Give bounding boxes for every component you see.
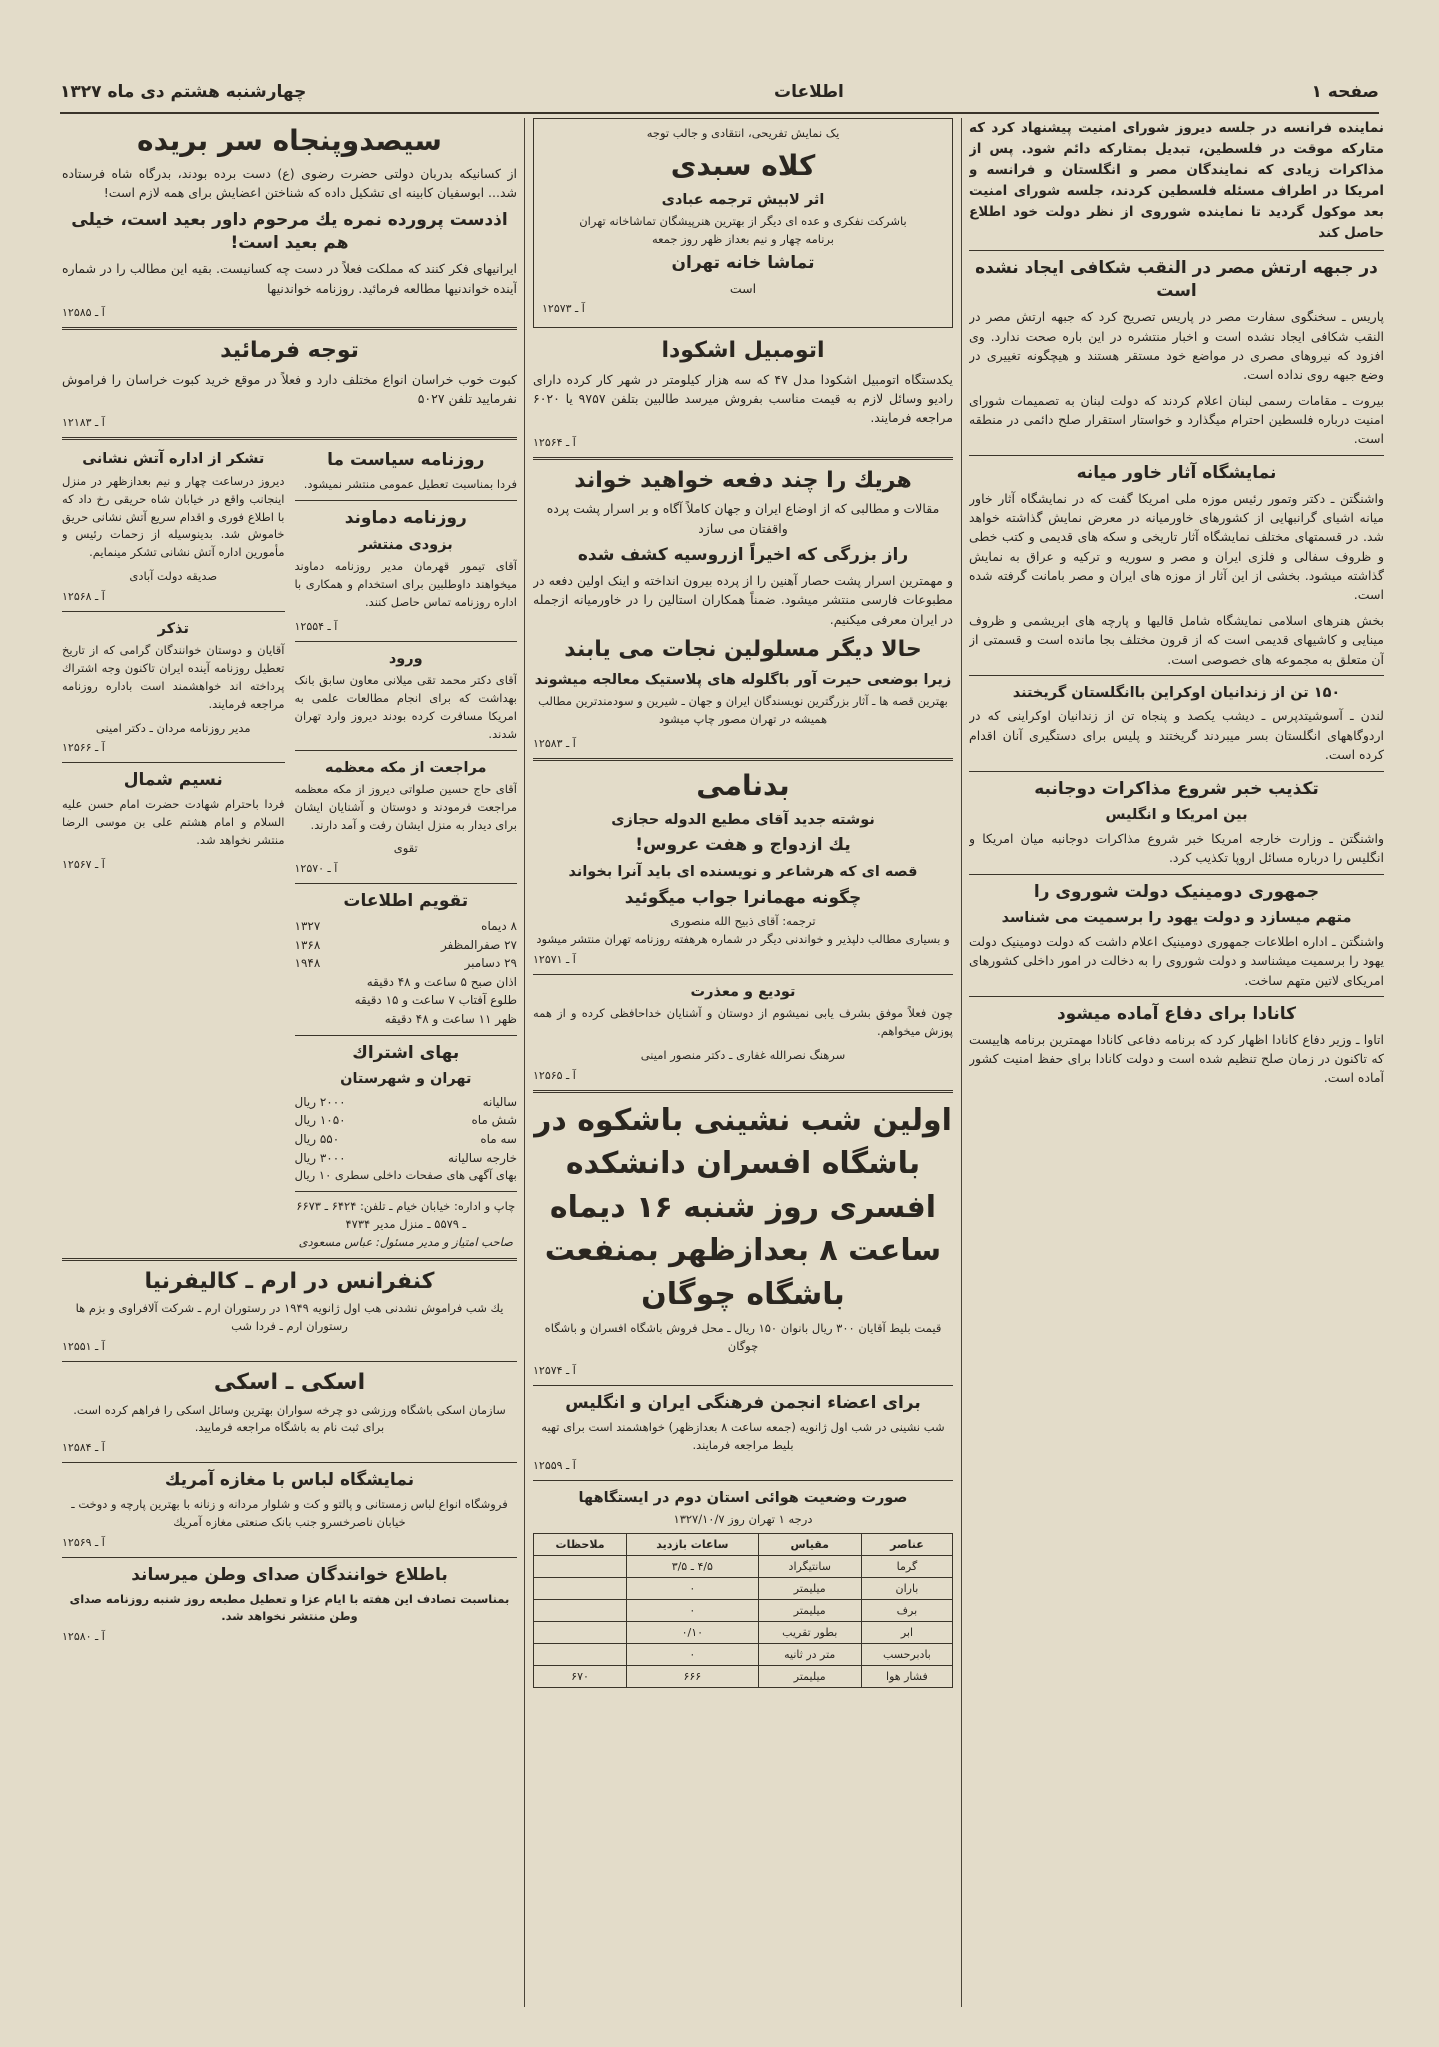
weather-cell: ۰/۱۰ [627, 1622, 759, 1644]
subscription-title: بهای اشتراك [352, 1042, 460, 1063]
weather-table [533, 1533, 953, 1688]
lead-paragraph: نماینده فرانسه در جلسه دیروز شورای امنیت پیشنهاد کرد که متارکه موقت در فلسطین، تبدیل بمتارکه دائم شود. پس از مذاکرات زیادی که نمایندگان مصر و انگلستان و فرانسه و امریکا در اطراف مسئله فلسطین کردند، جلسه شورای امنیت بعد موکول گردید تا نماینده شوروی از نظر دولت خود اطلاع حاصل کند [969, 120, 1384, 241]
page-header [60, 72, 1379, 114]
denial-body: واشنگتن ـ وزارت خارجه امریکا خبر شروع مذاکرات دوجانبه میان امریکا و انگلیس را درباره مسائل اروپا تکذیب کرد. [969, 830, 1384, 866]
theater-ad [533, 118, 953, 328]
lebanon-body: بیروت ـ مقامات رسمی لبنان اعلام کردند که دولت لبنان به تصمیمات شورای امنیت درباره فلسطین احترام میگذارد و خواستار استقرار صلح دائمی در منطقه است. [969, 392, 1384, 447]
ski-code: آ ـ ۱۲۵۸۴ [62, 1441, 105, 1455]
shop-title: نمایشگاه لباس با مغازه آمریك [164, 1470, 415, 1491]
weather-cell [534, 1577, 627, 1599]
weather-cell [534, 1555, 627, 1577]
table-row [534, 1666, 953, 1688]
prisoners-body: لندن ـ آسوشیتدپرس ـ دیشب یکصد و پنجاه تن از زندانیان اوکراینی که در اردوگاههای انگلستان بسر میبردند گریختند و پلیس برای دستگیری آنان اقدام کرده است. [969, 708, 1384, 763]
arrival-body: آقای دکتر محمد تقی میلانی معاون سابق بانک بهداشت که برای انجام مطالعات علمی به امریکا مسافرت کرده بودند دیروز وارد تهران شدند. [294, 673, 517, 741]
table-row [534, 1644, 953, 1666]
list-item [295, 1010, 518, 1029]
weather-cell: ۶۶۶ [627, 1666, 759, 1688]
list-item [295, 1130, 518, 1149]
shop-body: فروشگاه انواع لباس زمستانی و پالتو و کت و شلوار مردانه و زنانه با بهترین پارچه و دوخت ـ خیابان ناصرخسرو جنب بانک صنعتی مغازه آمریك [71, 1497, 508, 1529]
book-ad-sub-2: یك ازدواج و هفت عروس! [635, 835, 851, 856]
notice-body: آقایان و دوستان خوانندگان گرامی که از تاریخ تعطیل روزنامه آینده ایران تاکنون وجه اشتراك پرداخته اند خواهشمند است باداره روزنامه مراجعه فرمایند. [62, 643, 285, 711]
heads-headline: سیصدوپنجاه سر بریده [137, 124, 442, 157]
calendar-label: ۲۹ دسامبر [464, 956, 517, 971]
car-ad-body: یکدستگاه اتومبیل اشکودا مدل ۴۷ که سه هزار کیلومتر در شهر کار کرده دارای رادیو وسائل لازم به قیمت مناسب بفروش میرسد طالبین بتلفن ۹۷۵۷ یا ۶۰۲۰ مراجعه فرمایند. [533, 371, 953, 426]
attention-body: کبوت خوب خراسان انواع مختلف دارد و فعلاً در موقع خرید کبوت خراسان را فراموش نفرمایید تلفن ۵۰۲۷ [62, 371, 517, 406]
subscription-label: سالیانه [482, 1094, 517, 1109]
canada-body: اتاوا ـ وزیر دفاع کانادا اظهار کرد که برنامه دفاعی کانادا مهمترین برنامه هاییست که تاکنون در زمان صلح تنظیم شده است و دولت کانادا برای حفظ امنیت کشور آماده است. [969, 1031, 1384, 1086]
promo-code: آ ـ ۱۲۵۸۳ [533, 736, 576, 750]
conference-footer: رستوران ارم ـ فردا شب [231, 1319, 348, 1334]
theater-ad-times: برنامه چهار و نیم بعداز ظهر روز جمعه [652, 231, 834, 246]
left-column [62, 118, 517, 2007]
subscription-value: ۳۰۰۰ ریال [294, 1150, 346, 1165]
mecca-body: آقای حاج حسین صلواتی دیروز از مکه معظمه مراجعت فرمودند و دوستان و آشنایان ایشان برای دیدار به منزل ایشان رفت و آمد دارند. [294, 781, 517, 832]
promo-headline-2: راز بزرگی که اخیراً ازروسیه کشف شده [577, 545, 909, 566]
subscription-value: ۱۰۵۰ ریال [294, 1113, 346, 1128]
notice-sign: مدیر روزنامه مردان ـ دکتر امینی [95, 720, 251, 735]
promo-paragraph-2: و مهمترین اسرار پشت حصار آهنین را از پرده بیرون انداخته و اینک اولین دفعه در مطبوعات فارسی منتشر میشود. ضمناً همکاران استالین را در خاورمیانه ازجمله در ایران معرفی میکنیم. [533, 573, 953, 627]
left-two-columns [62, 446, 517, 1251]
table-row [534, 1577, 953, 1599]
notice-title: تذکر [157, 620, 189, 637]
officers-party-ad: اولین شب نشینی باشکوه در باشگاه افسران دانشکده افسری روز شنبه ۱۶ دیماه ساعت ۸ بعدازظهر بمنفعت باشگاه چوگان [534, 1102, 952, 1312]
calendar-value: ۱۳۲۷ [294, 919, 321, 934]
theater-ad-code: آ ـ ۱۲۵۷۳ [542, 301, 585, 315]
page-number: صفحه ۱ [1311, 82, 1379, 102]
mecca-headline: مراجعت از مکه معظمه [325, 759, 487, 776]
nasim-code: آ ـ ۱۲۵۶۷ [62, 857, 105, 871]
damavand-headline: روزنامه دماوند [344, 508, 467, 529]
right-column [969, 118, 1384, 2007]
list-item [295, 1149, 518, 1168]
newspaper-name: اطلاعات [774, 82, 844, 102]
dominican-headline: جمهوری دومینیک دولت شوروی را [1033, 881, 1320, 902]
weather-cell [534, 1622, 627, 1644]
book-ad-sub-3: قصه ای که هرشاعر و نویسنده ای باید آنرا بخواند [568, 864, 918, 881]
calendar-value: ۱۳۶۸ [294, 937, 321, 952]
exhibition-headline: نمایشگاه آثار خاور میانه [1076, 462, 1277, 483]
damavand-body: آقای تیمور قهرمان مدیر روزنامه دماوند میخواهند داوطلبین برای استخدام و همکاری با اداره روزنامه تماس حاصل کنند. [294, 559, 517, 609]
book-ad-code: آ ـ ۱۲۵۷۱ [533, 952, 576, 966]
theater-ad-body: باشرکت نفکری و عده ای دیگر از بهترین هنرپیشگان تماشاخانه تهران [579, 214, 907, 229]
fire-thanks-sign: صدیقه دولت آبادی [129, 568, 218, 583]
promo-paragraph-1: مقالات و مطالبی که از اوضاع ایران و جهان کاملاً آگاه و بر اسرار پشت پرده واقفتان می سازد [546, 501, 940, 536]
siasat-body: فردا بمناسبت تعطیل عمومی منتشر نمیشود. [303, 477, 517, 492]
list-item [295, 936, 518, 955]
book-ad-body: و بسیاری مطالب دلپذیر و خواندنی دیگر در شماره هرهفته روزنامه تهران منتشر میشود [536, 932, 950, 947]
weather-cell: ۰ [627, 1577, 759, 1599]
table-row [534, 1599, 953, 1621]
theater-ad-top: یک نمایش تفریحی، انتقادی و جالب توجه [646, 126, 840, 140]
fire-thanks-title: تشکر از اداره آتش نشانی [82, 451, 265, 468]
table-row [534, 1622, 953, 1644]
issue-date: چهارشنبه هشتم دی ماه ۱۳۲۷ [60, 82, 307, 102]
denial-headline: تکذیب خبر شروع مذاکرات دوجانبه [1034, 778, 1319, 799]
denial-subhead: بین امریکا و انگلیس [1105, 807, 1248, 824]
weather-col-header: مقیاس [758, 1533, 861, 1555]
conference-body: یك شب فراموش نشدنی هب اول ژانویه ۱۹۴۹ در رستوران ارم ـ شرکت آلافراوی و بزم ها [75, 1301, 504, 1316]
society-ad-title: برای اعضاء انجمن فرهنگی ایران و انگلیس [565, 1393, 921, 1414]
car-ad-title: اتومبیل اشکودا [661, 337, 825, 363]
dominican-subhead: متهم میسازد و دولت یهود را برسمیت می شناسد [1001, 910, 1352, 927]
weather-col-header: عناصر [861, 1533, 952, 1555]
arrival-headline: ورود [388, 650, 423, 667]
conference-code: آ ـ ۱۲۵۵۱ [62, 1339, 105, 1353]
society-ad-body: شب نشینی در شب اول ژانویه (جمعه ساعت ۸ بعدازظهر) خواهشمند است برای تهیه بلیط مراجعه فرمایند. [541, 1419, 945, 1452]
shop-code: آ ـ ۱۲۵۶۹ [62, 1535, 105, 1549]
final-notice-title: باطلاع خوانندگان صدای وطن میرساند [131, 1564, 448, 1585]
siasat-headline: روزنامه سیاست ما [327, 450, 485, 471]
egypt-front-headline: در جبهه ارتش مصر در النقب شکافی ایجاد نشده است [975, 257, 1378, 302]
weather-col-header: ملاحظات [534, 1533, 627, 1555]
fire-thanks-body: دیروز درساعت چهار و نیم بعدازظهر در منزل اینجانب واقع در خیابان شاه حریقی رخ داد که با اطلاع فوری و اقدام سریع آتش نشانی حریق خاموش شد. بدینوسیله از زحمات رئیس و مأمورین اداره آتش نشانی تشکر مینمایم. [62, 473, 285, 560]
theater-ad-sub: اثر لابیش ترجمه عبادی [661, 191, 825, 208]
column-rule-2 [524, 118, 525, 2007]
subscription-note: بهای آگهی های صفحات داخلی سطری ۱۰ ریال [294, 1168, 517, 1183]
book-ad-sub-1: نوشته جدید آقای مطیع الدوله حجازی [611, 811, 875, 828]
subscription-subtitle: تهران و شهرستان [340, 1071, 472, 1088]
nasim-title: نسیم شمال [123, 770, 223, 791]
weather-cell: فشار هوا [861, 1666, 952, 1688]
weather-cell: گرما [861, 1555, 952, 1577]
calendar-label: ۸ دیماه [481, 919, 517, 934]
promo-paragraph-3: زیرا بوضعی حیرت آور باگلوله های پلاستیک معالجه میشوند [534, 671, 952, 688]
address-line: چاپ و اداره: خیابان خیام ـ تلفن: ۶۴۲۴ ـ ۶۶۷۳ ـ ۵۵۷۹ ـ منزل مدیر ۴۷۳۴ [296, 1199, 516, 1231]
left-subcolumn-left [62, 446, 285, 1251]
weather-cell: ابر [861, 1622, 952, 1644]
subscription-label: خارجه سالیانه [448, 1150, 517, 1165]
subscription-value: ۵۵۰ ریال [294, 1132, 340, 1147]
final-notice-body: بمناسبت تصادف این هفته با ایام عزا و تعطیل مطبعه روز شنبه روزنامه صدای وطن منتشر نخواهد شد. [69, 1591, 510, 1624]
attention-code: آ ـ ۱۲۱۸۳ [62, 416, 105, 430]
table-row [534, 1555, 953, 1577]
calendar-label: طلوع آفتاب ۷ ساعت و ۱۵ دقیقه [354, 993, 517, 1008]
ski-body: سازمان اسکی باشگاه ورزشی دو چرخه سواران بهترین وسائل اسکی را فراهم کرده است. برای ثبت نام به باشگاه مراجعه فرمایید. [73, 1402, 506, 1435]
weather-cell: ۰ [627, 1644, 759, 1666]
fire-thanks-code: آ ـ ۱۲۵۶۸ [62, 589, 105, 603]
book-ad-title: بدنامی [696, 768, 790, 802]
damavand-code: آ ـ ۱۲۵۵۴ [294, 619, 338, 633]
weather-cell [534, 1644, 627, 1666]
list-item [295, 917, 518, 936]
car-ad-code: آ ـ ۱۲۵۶۴ [533, 435, 576, 449]
weather-cell: ۰ [627, 1599, 759, 1621]
mecca-code: آ ـ ۱۲۵۷۰ [294, 862, 338, 876]
subscription-label: سه ماه [480, 1132, 517, 1147]
calendar-label: اذان صبح ۵ ساعت و ۴۸ دقیقه [366, 974, 517, 989]
farewell-body: چون فعلاً موفق بشرف یابی نمیشوم از دوستان و آشنایان خداحافظی کرده و از همه پوزش میخواهم. [533, 1006, 953, 1039]
list-item [295, 991, 518, 1010]
weather-cell: ۶۷۰ [534, 1666, 627, 1688]
weather-col-header: ساعات بازدید [627, 1533, 759, 1555]
officers-party-body: قیمت بلیط آقایان ۳۰۰ ریال بانوان ۱۵۰ ریال ـ محل فروش باشگاه افسران و باشگاه چوگان [544, 1321, 942, 1354]
list-item [295, 954, 518, 973]
farewell-code: آ ـ ۱۲۵۶۵ [533, 1068, 576, 1082]
farewell-sign: سرهنگ نصرالله غفاری ـ دکتر منصور امینی [640, 1048, 846, 1063]
theater-ad-place: تماشا خانه تهران [671, 252, 815, 273]
promo-headline-1: هریك را چند دفعه خواهید خواند [574, 467, 912, 493]
final-notice-code: آ ـ ۱۲۵۸۰ [62, 1630, 105, 1644]
list-item [295, 973, 518, 992]
weather-cell: میلیمتر [758, 1666, 861, 1688]
weather-subtitle: درجه ۱ تهران روز ۱۳۲۷/۱۰/۷ [673, 1512, 813, 1527]
canada-headline: کانادا برای دفاع آماده میشود [1056, 1003, 1297, 1024]
conference-title: کنفرانس در ارم ـ کالیفرنیا [144, 1268, 435, 1294]
weather-cell: میلیمتر [758, 1599, 861, 1621]
subscription-value: ۲۰۰۰ ریال [294, 1094, 346, 1109]
prisoners-headline: ۱۵۰ تن از زندانیان اوکراین باانگلستان گریختند [1012, 684, 1341, 701]
promo-paragraph-4: بهترین قصه ها ـ آثار بزرگترین نویسندگان ایران و جهان ـ شیرین و سودمندترین مطالب همیشه در تهران مصور چاپ میشود [538, 694, 948, 727]
calendar-label: ظهر ۱۱ ساعت و ۴۸ دقیقه [384, 1012, 517, 1027]
editor-line: صاحب امتیاز و مدیر مسئول: عباس مسعودی [298, 1234, 513, 1249]
weather-title: صورت وضعیت هوائی استان دوم در ایستگاهها [578, 1489, 908, 1506]
weather-cell [534, 1599, 627, 1621]
weather-cell: ۴/۵ ـ ۳/۵ [627, 1555, 759, 1577]
weather-cell: باران [861, 1577, 952, 1599]
weather-cell: بطور تقریب [758, 1622, 861, 1644]
heads-headline-2: اذدست پرورده نمره یك مرحوم داور بعید است، خیلی هم بعید است! [71, 209, 508, 254]
attention-headline: توجه فرمائید [220, 337, 359, 363]
left-subcolumn-right [295, 446, 518, 1251]
promo-headline-3: حالا دیگر مسلولین نجات می یابند [564, 637, 922, 663]
weather-cell: سانتیگراد [758, 1555, 861, 1577]
subscription-label: شش ماه [471, 1113, 517, 1128]
society-ad-code: آ ـ ۱۲۵۵۹ [533, 1458, 576, 1472]
weather-cell: میلیمتر [758, 1577, 861, 1599]
officers-party-code: آ ـ ۱۲۵۷۴ [533, 1364, 576, 1378]
heads-body-2: ایرانیهای فکر کنند که مملکت فعلاً در دست چه کسانیست. بقیه این مطالب را در شماره آینده خواندنیها مطالعه فرمائید. روزنامه خواندنیها [62, 261, 517, 296]
exhibition-body: واشنگتن ـ دکتر وتمور رئیس موزه ملی امریکا گفت که در نمایشگاه آثار خاور میانه اشیای گرانبهایی از کشورهای خاورمیانه در معرض نمایش گذاشته خواهد شد. در قسمتهای مختلف نمایشگاه آثار تاریخی و سکه های قدیمی و کتب خطی و ظروف سفالی و فلزی ایران و مصر و سوریه و ترکیه و عراق به نمایش گذاشته میشود. بخشی از این آثار از موزه های ایران و مصر بامانت گرفته شده است. [969, 490, 1384, 603]
calendar-label: ۲۷ صفرالمظفر [440, 937, 517, 952]
list-item [295, 1111, 518, 1130]
nasim-body: فردا باحترام شهادت حضرت امام حسن علیه السلام و امام هشتم علی بن موسی الرضا منتشر نخواهد شد. [62, 797, 285, 847]
weather-cell: متر در ثانیه [758, 1644, 861, 1666]
weather-cell: برف [861, 1599, 952, 1621]
column-rule-1 [961, 118, 962, 2007]
notice-code: آ ـ ۱۲۵۶۶ [62, 741, 105, 755]
weather-cell: بادبرحسب [861, 1644, 952, 1666]
theater-ad-end: است [729, 280, 757, 296]
mecca-sign: تقوی [393, 841, 418, 856]
book-ad-sub-4: چگونه مهمانرا جواب میگوئید [624, 887, 862, 908]
calendar-title: تقویم اطلاعات [343, 891, 469, 912]
dominican-body: واشنگتن ـ اداره اطلاعات جمهوری دومینیک اعلام داشت که دولت دومینیک دولت یهود را برسمیت میشناسد و دولت شوروی را به دخالت در امور داخلی کشورهای امریکای لاتین متهم ساخت. [969, 933, 1384, 988]
theater-ad-title: کلاه سبدی [670, 148, 816, 182]
ski-title: اسکی ـ اسکی [213, 1369, 366, 1395]
calendar-value: ۱۹۴۸ [294, 956, 321, 971]
middle-column [533, 118, 953, 2007]
farewell-title: تودیع و معذرت [690, 983, 796, 1000]
damavand-subhead: بزودی منتشر [358, 536, 453, 553]
list-item [295, 1093, 518, 1112]
heads-code: آ ـ ۱۲۵۸۵ [62, 305, 105, 319]
exhibition-body-2: بخش هنرهای اسلامی نمایشگاه شامل قالیها و پارچه های ابریشمی و ظروف مینایی و کاشیهای قدیمی است که از قرون مختلف بجا مانده است و قسمتی از آن متعلق به مجموعه های خصوصی است. [969, 612, 1384, 667]
egypt-front-body: پاریس ـ سخنگوی سفارت مصر در پاریس تصریح کرد که جبهه ارتش مصر در النقب شکافی ایجاد نشده است و اخبار منتشره در این باره صحت ندارد. وی افزود که نیروهای مصری در مواضع خود مستقر هستند و هیچگونه تغییری در وضع جبهه روی نداده است. [969, 309, 1384, 383]
book-ad-translator: ترجمه: آقای ذبیح الله منصوری [670, 914, 816, 929]
heads-body: از کسانیکه بدربان دولتی حضرت رضوی (ع) دست برده بودند، بدرگاه شاه فرستاده شد... ابوسفیان کابینه ای تشکیل داده که شناختن اعضایش برای همه لازم است! [62, 165, 517, 201]
